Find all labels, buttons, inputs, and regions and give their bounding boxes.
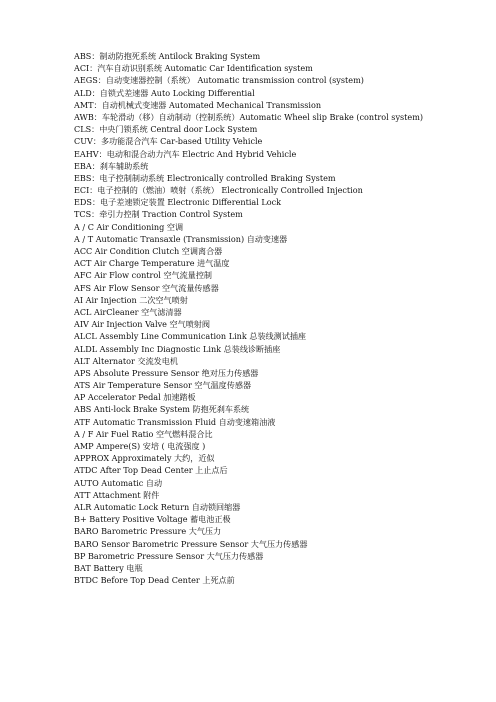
glossary-line: A / C Air Conditioning 空调 (74, 221, 184, 232)
glossary-line: AP Accelerator Pedal 加速踏板 (74, 392, 196, 403)
glossary-line: EBS：电子控制制动系统 Electronically controlled Braking System (74, 172, 336, 183)
glossary-line: ATF Automatic Transmission Fluid 自动变速箱油液 (74, 416, 276, 427)
glossary-line: ATDC After Top Dead Center 上止点后 (74, 465, 228, 476)
glossary-line: APPROX Approximately 大约，近似 (74, 453, 215, 464)
glossary-line: ACC Air Condition Clutch 空调离合器 (74, 246, 223, 256)
glossary-line: ALD：自锁式差速器 Auto Locking Differential (74, 87, 255, 98)
glossary-line: CLS：中央门锁系统 Central door Lock System (74, 124, 258, 135)
glossary-line: AUTO Automatic 自动 (74, 477, 163, 488)
glossary-line: TCS：牵引力控制 Traction Control System (74, 209, 243, 220)
glossary-list (74, 50, 484, 586)
glossary-line: ATS Air Temperature Sensor 空气温度传感器 (74, 380, 252, 391)
glossary-line: A / F Air Fuel Ratio 空气燃料混合比 (74, 428, 213, 439)
glossary-line: ALCL Assembly Line Communication Link 总装线测试插座 (74, 331, 307, 342)
glossary-line: ALR Automatic Lock Return 自动锁回缩器 (74, 501, 241, 512)
glossary-line: EAHV：电动和混合动力汽车 Electric And Hybrid Vehicle (74, 148, 297, 159)
glossary-line: ECI：电子控制的（燃油）喷射（系统） Electronically Controlled Injection (74, 185, 363, 196)
glossary-line: ACL AirCleaner 空气滤清器 (74, 306, 182, 317)
glossary-line: BP Barometric Pressure Sensor 大气压力传感器 (74, 550, 264, 561)
glossary-line: ABS：制动防抱死系统 Antilock Braking System (74, 51, 261, 61)
glossary-line: ALDL Assembly Inc Diagnostic Link 总装线诊断插座 (74, 343, 281, 354)
glossary-line: AWB：车轮滑动（移）自动制动（控制系统）Automatic Wheel slip Brake (control system) (74, 111, 424, 122)
glossary-line: AIV Air Injection Valve 空气喷射阀 (74, 319, 210, 330)
glossary-line: ALT Alternator 交流发电机 (74, 355, 178, 366)
glossary-line: AMT：自动机械式变速器 Automated Mechanical Transmission (74, 99, 322, 110)
glossary-line: BTDC Before Top Dead Center 上死点前 (74, 575, 235, 586)
glossary-line: BARO Sensor Barometric Pressure Sensor 大气压力传感器 (74, 538, 308, 549)
glossary-line: CUV：多功能混合汽车 Car-based Utility Vehicle (74, 136, 263, 147)
glossary-line: ATT Attachment 附件 (74, 489, 160, 500)
glossary-line: ABS Anti-lock Brake System 防抱死刹车系统 (74, 404, 250, 415)
glossary-line: BARO Barometric Pressure 大气压力 (74, 526, 222, 537)
glossary-line: AMP Ampere(S) 安培 ( 电流强度 ) (74, 441, 206, 451)
glossary-line: APS Absolute Pressure Sensor 绝对压力传感器 (74, 367, 259, 378)
glossary-line: AFC Air Flow control 空气流量控制 (74, 270, 213, 281)
glossary-line: EBA：刹车辅助系统 (74, 160, 149, 171)
glossary-line: ACI：汽车自动识别系统 Automatic Car Identification system (74, 63, 313, 74)
glossary-line: B+ Battery Positive Voltage 蓄电池正极 (74, 514, 231, 525)
glossary-line: AEGS：自动变速器控制（系统） Automatic transmission control (system) (74, 75, 364, 86)
glossary-line: ACT Air Charge Temperature 进气温度 (74, 258, 230, 269)
glossary-line: BAT Battery 电瓶 (74, 562, 143, 573)
glossary-line: A / T Automatic Transaxle (Transmission) 自动变速器 (74, 233, 288, 244)
glossary-line: AFS Air Flow Sensor 空气流量传感器 (74, 282, 219, 293)
glossary-line: AI Air Injection 二次空气喷射 (74, 294, 188, 305)
glossary-line: EDS：电子差速锁定装置 Electronic Differential Lock (74, 197, 282, 208)
